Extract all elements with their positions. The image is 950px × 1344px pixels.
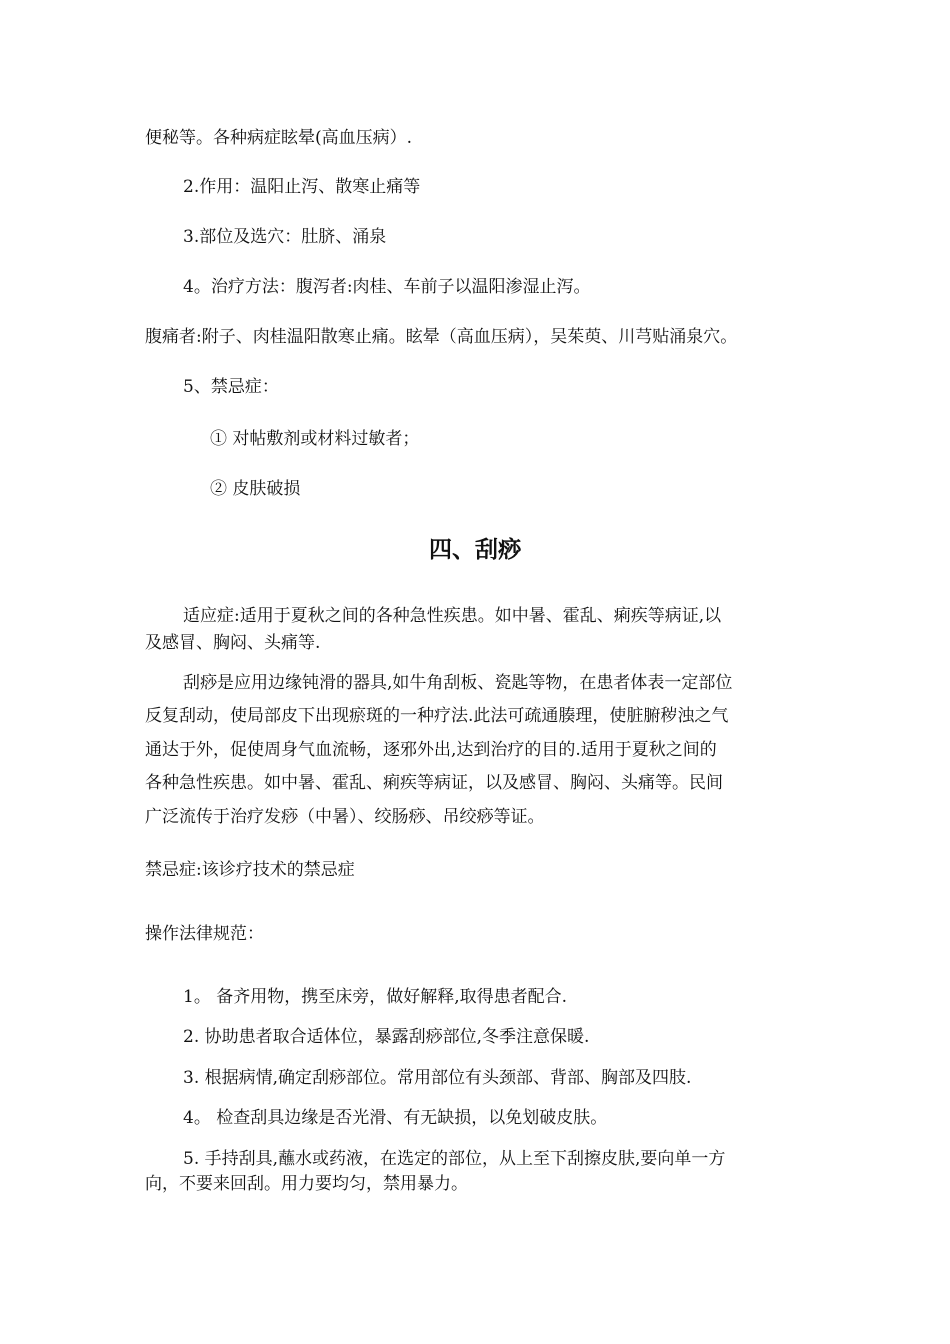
list-item: 5. 手持刮具,蘸水或药液，在选定的部位，从上至下刮擦皮肤,要向单一方	[183, 1149, 726, 1169]
text-line: 通达于外，促使周身气血流畅，逐邪外出,达到治疗的目的.适用于夏秋之间的	[145, 740, 717, 760]
text-line: 向，不要来回刮。用力要均匀，禁用暴力。	[145, 1174, 468, 1194]
text-line: 适应症:适用于夏秋之间的各种急性疾患。如中暑、霍乱、痢疾等病证,以	[183, 606, 722, 626]
text-line: 刮痧是应用边缘钝滑的器具,如牛角刮板、瓷匙等物，在患者体表一定部位	[183, 673, 733, 693]
text-line: 5、禁忌症：	[183, 377, 279, 397]
text-line: 广泛流传于治疗发痧（中暑）、绞肠痧、吊绞痧等证。	[145, 807, 545, 827]
text-line: 及感冒、胸闷、头痛等.	[145, 633, 321, 653]
list-item: 2. 协助患者取合适体位，暴露刮痧部位,冬季注意保暖.	[183, 1027, 590, 1047]
text-line: 反复刮动，使局部皮下出现瘀斑的一种疗法.此法可疏通腠理，使脏腑秽浊之气	[145, 706, 729, 726]
section-heading: 四、刮痧	[429, 537, 521, 563]
text-line: 3.部位及选穴：肚脐、涌泉	[183, 227, 387, 247]
list-item: 4。 检查刮具边缘是否光滑、有无缺损，以免划破皮肤。	[183, 1108, 608, 1128]
text-line: 便秘等。各种病症眩晕(高血压病）.	[145, 128, 413, 148]
text-line: 各种急性疾患。如中暑、霍乱、痢疾等病证，以及感冒、胸闷、头痛等。民间	[145, 773, 723, 793]
text-line: 2.作用：温阳止泻、散寒止痛等	[183, 177, 421, 197]
text-line: 禁忌症:该诊疗技术的禁忌症	[145, 860, 355, 880]
list-item: 1。 备齐用物，携至床旁，做好解释,取得患者配合.	[183, 987, 568, 1007]
list-item: ② 皮肤破损	[210, 479, 301, 499]
list-item: 3. 根据病情,确定刮痧部位。常用部位有头颈部、背部、胸部及四肢.	[183, 1068, 692, 1088]
text-line: 4。治疗方法：腹泻者:肉桂、车前子以温阳渗湿止泻。	[183, 277, 591, 297]
list-item: ① 对帖敷剂或材料过敏者；	[210, 429, 420, 449]
text-line: 腹痛者:附子、肉桂温阳散寒止痛。眩晕（高血压病），吴茱萸、川芎贴涌泉穴。	[145, 327, 738, 347]
text-line: 操作法律规范：	[145, 924, 264, 944]
